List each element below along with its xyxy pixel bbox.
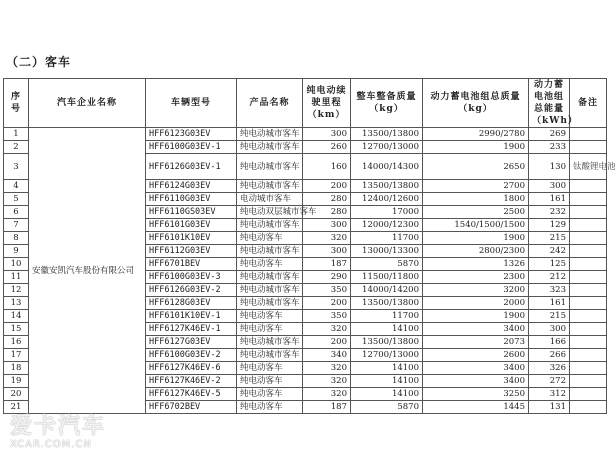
cell-battery-energy: 266 (529, 349, 570, 362)
header-curb-mass: 整车整备质量（kg） (351, 79, 423, 128)
cell-battery-mass: 2600 (423, 349, 529, 362)
cell-battery-energy: 161 (529, 193, 570, 206)
header-company: 汽车企业名称 (29, 79, 146, 128)
cell-model: HFF6127K46EV-1 (146, 323, 237, 336)
row-index: 9 (4, 245, 29, 258)
cell-product-name: 纯电动客车 (237, 310, 303, 323)
header-note: 备注 (570, 79, 607, 128)
cell-range: 300 (303, 128, 351, 141)
cell-model: HFF6126G03EV-2 (146, 284, 237, 297)
cell-battery-energy: 326 (529, 362, 570, 375)
cell-note (570, 297, 607, 310)
header-model: 车辆型号 (146, 79, 237, 128)
cell-battery-mass: 1800 (423, 193, 529, 206)
cell-battery-energy: 300 (529, 323, 570, 336)
cell-note (570, 141, 607, 154)
row-index: 11 (4, 271, 29, 284)
cell-battery-energy: 129 (529, 219, 570, 232)
cell-model: HFF6110GS03EV (146, 206, 237, 219)
cell-note: 钛酸锂电池 (570, 154, 607, 180)
cell-product-name: 纯电动客车 (237, 388, 303, 401)
cell-note (570, 219, 607, 232)
cell-battery-energy: 300 (529, 180, 570, 193)
cell-note (570, 323, 607, 336)
cell-range: 200 (303, 180, 351, 193)
cell-curb-mass: 14000/14200 (351, 284, 423, 297)
cell-product-name: 纯电动客车 (237, 323, 303, 336)
cell-battery-energy: 215 (529, 232, 570, 245)
cell-battery-energy: 312 (529, 388, 570, 401)
cell-range: 160 (303, 154, 351, 180)
cell-battery-mass: 3250 (423, 388, 529, 401)
cell-battery-mass: 1445 (423, 401, 529, 414)
cell-range: 280 (303, 193, 351, 206)
cell-battery-mass: 1540/1500/1500 (423, 219, 529, 232)
cell-curb-mass: 13500/13800 (351, 297, 423, 310)
cell-product-name: 纯电动城市客车 (237, 219, 303, 232)
cell-range: 300 (303, 219, 351, 232)
cell-product-name: 纯电动客车 (237, 375, 303, 388)
cell-battery-mass: 3400 (423, 375, 529, 388)
header-battery-mass: 动力蓄电池组总质量（kg） (423, 79, 529, 128)
cell-range: 280 (303, 206, 351, 219)
cell-model: HFF6101K10EV-1 (146, 310, 237, 323)
row-index: 19 (4, 375, 29, 388)
cell-battery-energy: 269 (529, 128, 570, 141)
cell-note (570, 271, 607, 284)
section-title: （二）客车 (6, 55, 72, 69)
cell-product-name: 纯电动城市客车 (237, 154, 303, 180)
cell-range: 290 (303, 271, 351, 284)
cell-battery-energy: 215 (529, 310, 570, 323)
cell-model: HFF6128G03EV (146, 297, 237, 310)
cell-curb-mass: 14100 (351, 375, 423, 388)
row-index: 15 (4, 323, 29, 336)
cell-battery-energy: 272 (529, 375, 570, 388)
cell-battery-energy: 232 (529, 206, 570, 219)
cell-note (570, 193, 607, 206)
cell-product-name: 纯电动城市客车 (237, 245, 303, 258)
cell-battery-mass: 2650 (423, 154, 529, 180)
cell-curb-mass: 14000/14300 (351, 154, 423, 180)
watermark-logo-text: 爱卡汽车 (10, 414, 107, 439)
cell-range: 340 (303, 349, 351, 362)
cell-curb-mass: 13500/13800 (351, 180, 423, 193)
cell-battery-mass: 1326 (423, 258, 529, 271)
row-index: 8 (4, 232, 29, 245)
cell-model: HFF6101K10EV (146, 232, 237, 245)
watermark (10, 415, 120, 455)
cell-battery-mass: 1900 (423, 310, 529, 323)
header-product-name: 产品名称 (237, 79, 303, 128)
cell-battery-energy: 130 (529, 154, 570, 180)
cell-range: 200 (303, 336, 351, 349)
row-index: 17 (4, 349, 29, 362)
cell-battery-energy: 166 (529, 336, 570, 349)
cell-note (570, 284, 607, 297)
cell-model: HFF6100G03EV-1 (146, 141, 237, 154)
header-index: 序号 (4, 79, 29, 128)
cell-note (570, 180, 607, 193)
cell-curb-mass: 12400/12600 (351, 193, 423, 206)
cell-company: 安徽安凯汽车股份有限公司 (29, 128, 146, 414)
cell-model: HFF6123G03EV (146, 128, 237, 141)
cell-model: HFF6110G03EV (146, 193, 237, 206)
cell-product-name: 纯电动客车 (237, 401, 303, 414)
cell-battery-energy: 323 (529, 284, 570, 297)
cell-range: 320 (303, 375, 351, 388)
cell-curb-mass: 11700 (351, 310, 423, 323)
cell-note (570, 245, 607, 258)
cell-battery-energy: 125 (529, 258, 570, 271)
cell-model: HFF6127G03EV (146, 336, 237, 349)
cell-product-name: 纯电动客车 (237, 232, 303, 245)
cell-curb-mass: 14100 (351, 362, 423, 375)
row-index: 10 (4, 258, 29, 271)
row-index: 4 (4, 180, 29, 193)
cell-battery-mass: 2073 (423, 336, 529, 349)
cell-battery-energy: 131 (529, 401, 570, 414)
cell-note (570, 232, 607, 245)
cell-product-name: 纯电动城市客车 (237, 180, 303, 193)
cell-model: HFF6124G03EV (146, 180, 237, 193)
watermark-domain: XCAR.COM.CN (10, 439, 92, 450)
row-index: 5 (4, 193, 29, 206)
cell-model: HFF6127K46EV-2 (146, 375, 237, 388)
row-index: 3 (4, 154, 29, 180)
vehicle-spec-table (3, 78, 616, 414)
table-body (4, 128, 616, 414)
cell-note (570, 310, 607, 323)
cell-battery-mass: 2800/2300 (423, 245, 529, 258)
row-index: 16 (4, 336, 29, 349)
cell-curb-mass: 13500/13800 (351, 128, 423, 141)
cell-note (570, 401, 607, 414)
cell-note (570, 375, 607, 388)
row-index: 2 (4, 141, 29, 154)
cell-model: HFF6127K46EV-6 (146, 362, 237, 375)
cell-curb-mass: 14100 (351, 388, 423, 401)
cell-battery-mass: 3400 (423, 323, 529, 336)
cell-note (570, 362, 607, 375)
cell-note (570, 349, 607, 362)
cell-battery-mass: 2500 (423, 206, 529, 219)
cell-model: HFF6701BEV (146, 258, 237, 271)
cell-battery-mass: 1900 (423, 141, 529, 154)
header-battery-energy: 动力蓄电池组总能量（kWh） (529, 79, 570, 128)
row-index: 14 (4, 310, 29, 323)
cell-note (570, 206, 607, 219)
row-index: 6 (4, 206, 29, 219)
cell-product-name: 纯电动城市客车 (237, 141, 303, 154)
cell-model: HFF6100G03EV-3 (146, 271, 237, 284)
cell-product-name: 纯电动城市客车 (237, 336, 303, 349)
cell-curb-mass: 17000 (351, 206, 423, 219)
row-index: 13 (4, 297, 29, 310)
cell-product-name: 纯电动城市客车 (237, 284, 303, 297)
cell-note (570, 388, 607, 401)
cell-product-name: 纯电动城市客车 (237, 297, 303, 310)
cell-curb-mass: 11500/11800 (351, 271, 423, 284)
cell-battery-mass: 1900 (423, 232, 529, 245)
cell-battery-energy: 212 (529, 271, 570, 284)
cell-curb-mass: 5870 (351, 258, 423, 271)
table-header-row (4, 79, 607, 128)
cell-range: 320 (303, 362, 351, 375)
cell-note (570, 336, 607, 349)
cell-model: HFF6702BEV (146, 401, 237, 414)
row-index: 7 (4, 219, 29, 232)
table-row (4, 128, 607, 141)
cell-range: 350 (303, 284, 351, 297)
cell-product-name: 纯电动城市客车 (237, 271, 303, 284)
cell-product-name: 纯电动双层城市客车 (237, 206, 303, 219)
cell-note (570, 258, 607, 271)
cell-curb-mass: 12000/12300 (351, 219, 423, 232)
cell-model: HFF6127K46EV-5 (146, 388, 237, 401)
cell-battery-mass: 2990/2780 (423, 128, 529, 141)
cell-model: HFF6112G03EV (146, 245, 237, 258)
row-index: 21 (4, 401, 29, 414)
cell-model: HFF6126G03EV-1 (146, 154, 237, 180)
cell-product-name: 纯电动客车 (237, 258, 303, 271)
cell-range: 320 (303, 232, 351, 245)
cell-curb-mass: 5870 (351, 401, 423, 414)
row-index: 1 (4, 128, 29, 141)
row-index: 12 (4, 284, 29, 297)
cell-range: 200 (303, 297, 351, 310)
cell-product-name: 电动城市客车 (237, 193, 303, 206)
cell-curb-mass: 13500/13800 (351, 336, 423, 349)
cell-curb-mass: 14100 (351, 323, 423, 336)
cell-note (570, 128, 607, 141)
cell-battery-mass: 2700 (423, 180, 529, 193)
header-range: 纯电动续驶里程（km） (303, 79, 351, 128)
cell-curb-mass: 12700/13000 (351, 349, 423, 362)
cell-battery-energy: 233 (529, 141, 570, 154)
cell-range: 260 (303, 141, 351, 154)
cell-range: 350 (303, 310, 351, 323)
cell-range: 187 (303, 258, 351, 271)
cell-product-name: 纯电动客车 (237, 362, 303, 375)
cell-model: HFF6101G03EV (146, 219, 237, 232)
row-index: 18 (4, 362, 29, 375)
cell-battery-energy: 242 (529, 245, 570, 258)
cell-battery-energy: 161 (529, 297, 570, 310)
cell-curb-mass: 13000/13300 (351, 245, 423, 258)
cell-curb-mass: 12700/13000 (351, 141, 423, 154)
cell-range: 300 (303, 245, 351, 258)
cell-battery-mass: 3200 (423, 284, 529, 297)
cell-product-name: 纯电动城市客车 (237, 349, 303, 362)
row-index: 20 (4, 388, 29, 401)
cell-battery-mass: 2300 (423, 271, 529, 284)
cell-model: HFF6100G03EV-2 (146, 349, 237, 362)
cell-battery-mass: 3400 (423, 362, 529, 375)
cell-range: 320 (303, 323, 351, 336)
cell-battery-mass: 2000 (423, 297, 529, 310)
cell-range: 187 (303, 401, 351, 414)
cell-range: 320 (303, 388, 351, 401)
cell-curb-mass: 11700 (351, 232, 423, 245)
cell-product-name: 纯电动城市客车 (237, 128, 303, 141)
